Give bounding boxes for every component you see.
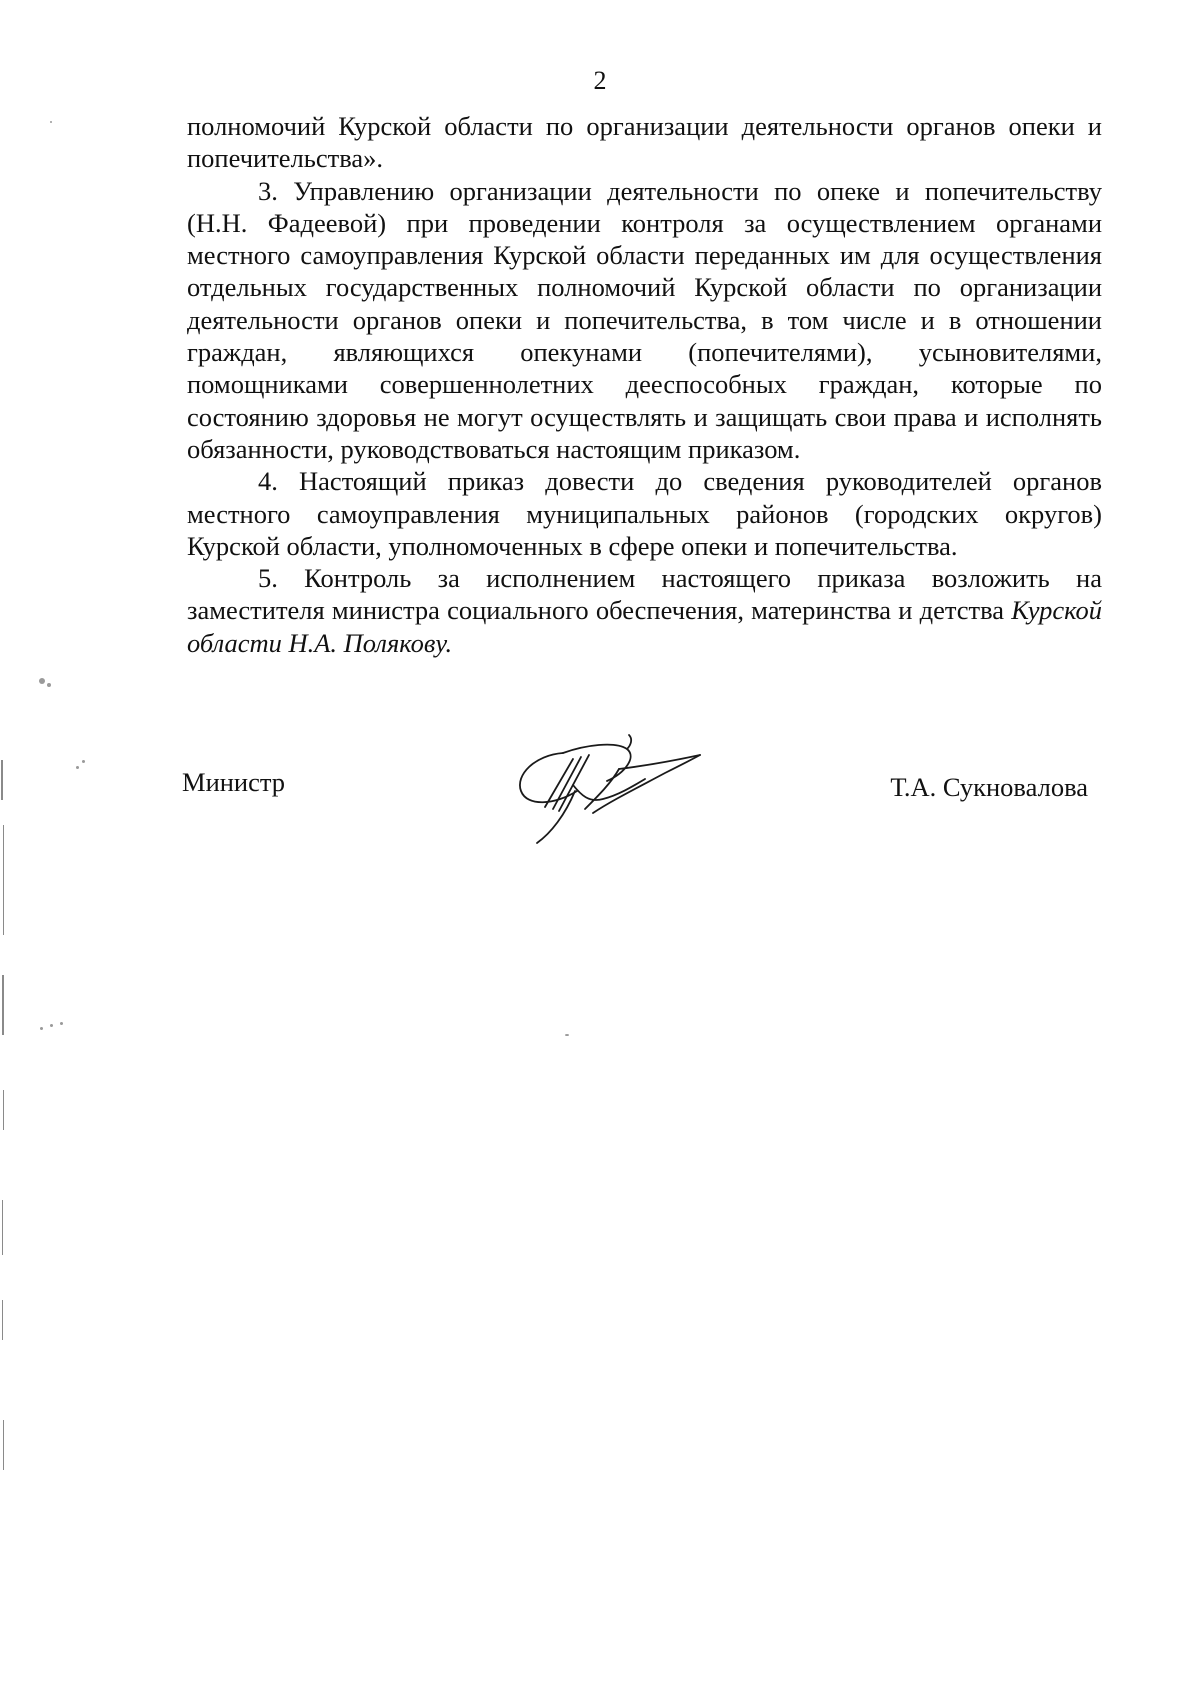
scan-speck <box>76 766 79 769</box>
handwritten-signature <box>515 725 715 850</box>
scan-speck <box>47 683 51 687</box>
scan-margin-mark <box>2 975 4 1035</box>
scan-speck <box>39 678 45 684</box>
scan-margin-mark <box>3 1420 4 1470</box>
signatory-name: Т.А. Сукновалова <box>890 772 1088 802</box>
scan-speck <box>50 121 52 123</box>
scan-margin-mark <box>2 1200 3 1255</box>
scan-margin-mark <box>1 760 3 800</box>
scan-speck <box>40 1027 43 1030</box>
paragraph-item-5-italic-tail: Курской области Н.А. Полякову. <box>187 595 1103 658</box>
scan-speck <box>565 1034 569 1036</box>
paragraph-item-5 <box>187 562 1102 659</box>
paragraph-continuation: полномочий Курской области по организации деятельности органов опеки и попечительства». <box>187 111 1102 174</box>
paragraph-item-4: 4. Настоящий приказ довести до сведения руководителей органов местного самоуправления муниципальных районов (городских округов) Курской области, уполномоченных в сфере опеки и попечительства. <box>187 466 1102 561</box>
scan-speck <box>82 760 85 763</box>
signatory-position: Министр <box>182 767 286 797</box>
scan-speck <box>60 1022 63 1025</box>
scan-margin-mark <box>3 1090 4 1130</box>
page-number: 2 <box>593 66 607 95</box>
scan-margin-mark <box>3 825 4 935</box>
scan-margin-mark <box>2 1300 3 1340</box>
document-body <box>187 110 1102 659</box>
paragraph-item-3: 3. Управлению организации деятельности по опеке и попечительству (Н.Н. Фадеевой) при проведении контроля за осуществлением органами местного самоуправления Курской области переданных им для осуществления отдельных государственных полномочий Курской области по организации деятельности органов опеки и попечительства, в том числе и в отношении граждан, являющихся опекунами (попечителями), усыновителями, помощниками совершеннолетних дееспособных граждан, которые по состоянию здоровья не могут осуществлять и защищать свои права и исполнять обязанности, руководствоваться настоящим приказом. <box>187 175 1102 464</box>
paragraph-item-5-text: 5. Контроль за исполнением настоящего приказа возложить на заместителя министра социального обеспечения, материнства и детства <box>187 563 1102 626</box>
scan-speck <box>50 1024 53 1027</box>
